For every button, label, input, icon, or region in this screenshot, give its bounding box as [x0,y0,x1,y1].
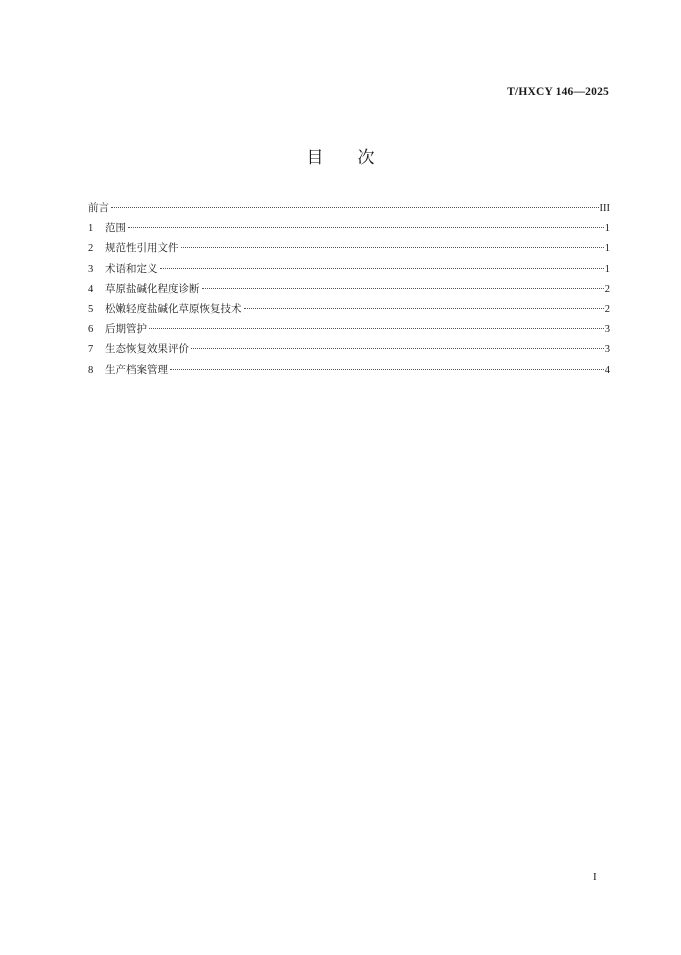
toc-entry-text: 松嫩轻度盐碱化草原恢复技术 [105,302,242,315]
toc-entry-foreword[interactable] [88,198,610,218]
toc-entry-page: 3 [604,324,610,336]
toc-leader-dots [244,307,604,309]
toc-entry-page: III [599,203,610,214]
toc-entry-8[interactable] [88,360,610,380]
toc-leader-dots [191,347,604,349]
toc-entry-number: 5 [88,303,94,315]
toc-entry-text: 后期管护 [105,323,147,336]
toc-list [88,198,610,380]
toc-leader-dots [128,226,604,228]
toc-entry-text: 生产档案管理 [105,363,168,376]
toc-entry-text: 前言 [88,202,109,214]
toc-entry-text: 生态恢复效果评价 [105,343,189,356]
document-code: T/HXCY 146—2025 [507,86,609,98]
toc-entry-page: 2 [604,303,610,315]
toc-entry-page: 3 [604,344,610,356]
toc-entry-text: 范围 [105,222,126,235]
toc-entry-3[interactable] [88,259,610,279]
toc-entry-7[interactable] [88,339,610,359]
toc-entry-page: 1 [604,243,610,255]
toc-entry-2[interactable] [88,238,610,258]
toc-title [0,143,681,168]
toc-entry-page: 4 [604,364,610,376]
toc-entry-1[interactable] [88,218,610,238]
toc-title-char-2: 次 [357,148,375,168]
toc-leader-dots [181,246,604,248]
toc-entry-number: 1 [88,223,94,235]
toc-leader-dots [111,206,599,208]
toc-entry-4[interactable] [88,279,610,299]
toc-entry-number: 7 [88,344,94,356]
toc-entry-number: 6 [88,324,94,336]
toc-title-char-1: 目 [306,148,324,168]
toc-entry-number: 2 [88,243,94,255]
toc-leader-dots [202,287,604,289]
toc-entry-text: 规范性引用文件 [105,242,179,255]
toc-entry-number: 4 [88,283,94,295]
toc-entry-number: 8 [88,364,94,376]
toc-entry-page: 2 [604,283,610,295]
toc-entry-page: 1 [604,263,610,275]
toc-entry-page: 1 [604,223,610,235]
toc-entry-number: 3 [88,263,94,275]
page-number: I [593,871,597,883]
toc-entry-text: 草原盐碱化程度诊断 [105,282,200,295]
toc-entry-6[interactable] [88,319,610,339]
toc-leader-dots [149,327,604,329]
toc-leader-dots [170,368,604,370]
toc-leader-dots [160,267,604,269]
toc-entry-text: 术语和定义 [105,262,158,275]
toc-entry-5[interactable] [88,299,610,319]
